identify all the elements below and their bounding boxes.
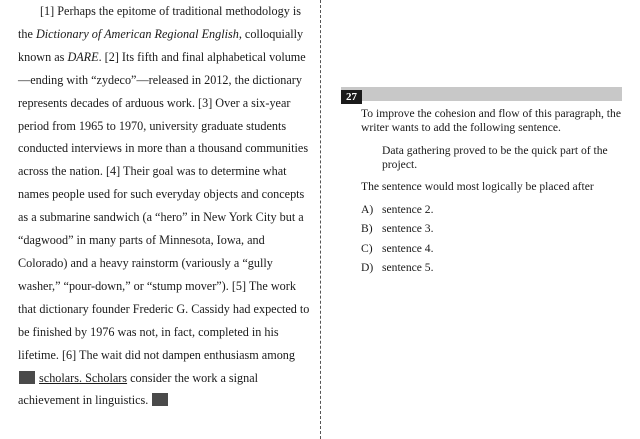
question-number: 27 bbox=[341, 90, 362, 104]
passage-text-mid: , colloquially known as bbox=[18, 26, 304, 64]
question-stem: The sentence would most logically be placed after bbox=[361, 180, 594, 193]
choice-letter: C) bbox=[361, 241, 373, 255]
question-header-bar bbox=[341, 87, 622, 101]
choice-letter: A) bbox=[361, 202, 374, 216]
choice-text: sentence 4. bbox=[382, 241, 434, 255]
question-panel bbox=[361, 107, 626, 278]
passage-text-body: . [2] Its fifth and final alphabetical volume—ending with “zydeco”—released in 2012, the dictionary represents decades of arduous work. [3] Over a six-year period from 1965 to 1970, university graduate students conducted interviews in more than a thousand communities across the nation. [4] Their goal was to determine what names people used for such everyday objects and concepts as a submarine sandwich (a “hero” in New York City but a “dagwood” in many parts of Minnesota, Iowa, and Colorado) and a heavy rainstorm (variously a “gully washer,” “pour-down,” or “stump mover”). [5] The work that dictionary founder Frederic G. Cassidy had expected to be finished by 1976 was not, in fact, completed in his lifetime. [6] The wait did not dampen enthusiasm among bbox=[18, 49, 310, 362]
passage bbox=[18, 0, 310, 412]
quoted-sentence: Data gathering proved to be the quick part of the project. bbox=[382, 144, 608, 171]
choice-letter: D) bbox=[361, 261, 374, 274]
dictionary-title: Dictionary of American Regional English bbox=[35, 26, 239, 41]
choice-text: sentence 5. bbox=[382, 261, 434, 274]
column-divider bbox=[320, 0, 321, 439]
passage-paragraph bbox=[18, 0, 310, 412]
answer-choice-d[interactable] bbox=[361, 258, 626, 278]
passage-text-start: [1] Perhaps the epitome of traditional methodology is the bbox=[18, 4, 301, 41]
answer-choice-a[interactable] bbox=[361, 200, 626, 220]
passage-text-end: consider the work a signal achievement in linguistics. bbox=[18, 370, 259, 408]
answer-choices bbox=[361, 200, 626, 278]
choice-text: sentence 3. bbox=[382, 222, 434, 235]
question-blank-marker[interactable] bbox=[152, 393, 168, 406]
question-blank-marker[interactable] bbox=[19, 371, 35, 384]
choice-text: sentence 2. bbox=[382, 202, 434, 216]
answer-choice-c[interactable] bbox=[361, 239, 626, 259]
question-prompt: To improve the cohesion and flow of this paragraph, the writer wants to add the following sentence. bbox=[361, 107, 621, 134]
underlined-portion[interactable]: scholars. Scholars bbox=[39, 370, 128, 385]
dictionary-abbreviation: DARE bbox=[67, 49, 99, 64]
choice-letter: B) bbox=[361, 222, 373, 235]
answer-choice-b[interactable] bbox=[361, 219, 626, 239]
